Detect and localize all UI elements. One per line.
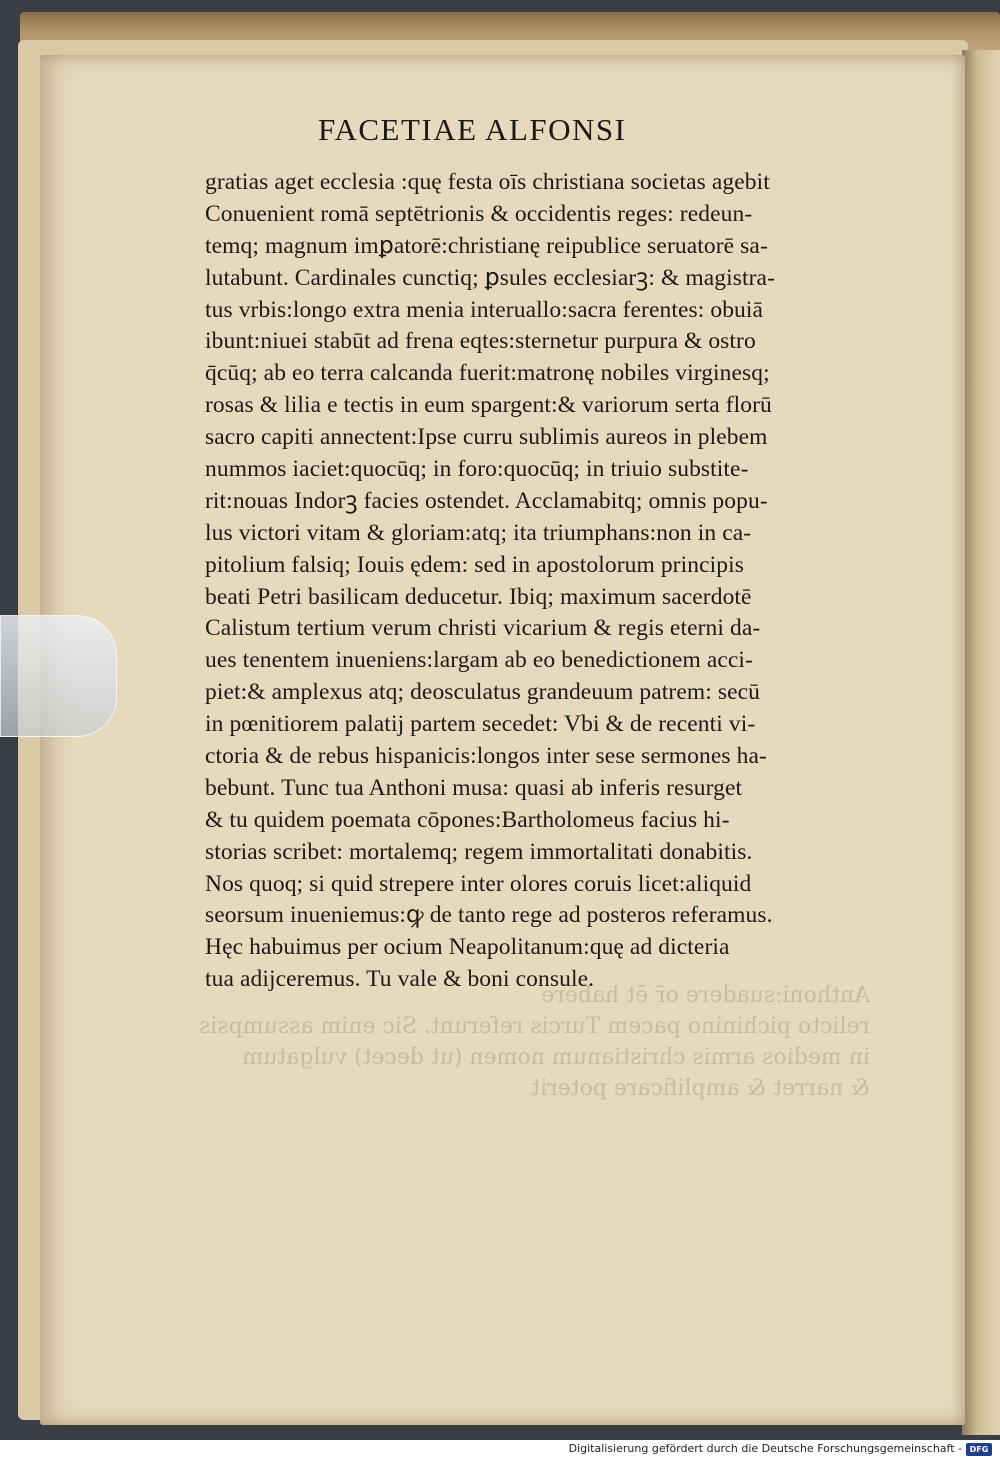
bleed-through-text: Anthoni:suadere or̄ ēt habere relicto pichinino pacem Turcis referunt. Sic enim assumpsis in medios armis christianum nomen (ut decet) vulgatum & narret & amplificare poterit	[199, 983, 870, 1101]
text-line: lutabunt. Cardinales cunctiq; ꝑsules ecclesiarꝫ: & magistra-	[205, 264, 775, 291]
text-line: Calistum tertium verum christi vicarium & regis eterni da-	[205, 615, 761, 642]
text-line: rosas & lilia e tectis in eum spargent:& variorum serta florū	[205, 392, 772, 419]
text-line: & tu quidem poemata cōpones:Bartholomeus facius hi-	[205, 806, 730, 833]
text-line: tua adijceremus. Tu vale & boni consule.	[205, 966, 595, 993]
facing-page-edge	[962, 50, 1000, 1435]
text-line: sacro capiti annectent:Ipse curru sublimis aureos in plebem	[205, 424, 768, 451]
text-line: Hęc habuimus per ocium Neapolitanum:quę ad dicteria	[205, 934, 730, 961]
text-line: piet:& amplexus atq; deosculatus grandeuum patrem: secū	[205, 679, 760, 706]
text-line: rit:nouas Indorꝫ facies ostendet. Acclamabitq; omnis popu-	[205, 487, 768, 514]
text-line: q̄cūq; ab eo terra calcanda fuerit:matronę nobiles virginesq;	[205, 360, 770, 387]
text-line: tus vrbis:longo extra menia interuallo:sacra ferentes: obuiā	[205, 296, 764, 323]
text-line: nummos iaciet:quocūq; in foro:quocūq; in triuio substite-	[205, 456, 749, 483]
text-line: gratias aget ecclesia :quę festa oīs christiana societas agebit	[205, 169, 770, 195]
text-line: Nos quoq; si quid strepere inter olores coruis licet:aliquid	[205, 870, 752, 897]
running-head: FACETIAE ALFONSI	[318, 112, 627, 147]
text-line: bebunt. Tunc tua Anthoni musa: quasi ab inferis resurget	[205, 774, 743, 801]
text-line: temq; magnum imꝑatorē:christianę reipublice seruatorē sa-	[205, 232, 768, 259]
text-line: ues tenentem inueniens:largam ab eo benedictionem acci-	[205, 647, 753, 674]
funding-credit: Digitalisierung gefördert durch die Deutsche Forschungsgemeinschaft -	[568, 1442, 962, 1455]
text-line: ctoria & de rebus hispanicis:longos inter sese sermones ha-	[205, 743, 767, 770]
text-line: beati Petri basilicam deducetur. Ibiq; maximum sacerdotē	[205, 583, 752, 610]
text-line: ibunt:niuei stabūt ad frena eqtes:sternetur purpura & ostro	[205, 328, 756, 355]
text-line: pitolium falsiq; Iouis ędem: sed in apostolorum principis	[205, 551, 744, 578]
body-text	[205, 167, 855, 996]
text-line: lus victori vitam & gloriam:atq; ita triumphans:non in ca-	[205, 519, 752, 546]
dfg-logo-icon: DFG	[966, 1443, 992, 1456]
text-line: storias scribet: mortalemq; regem immortalitati donabitis.	[205, 838, 753, 865]
text-line: seorsum inueniemus:ꝙ de tanto rege ad posteros referamus.	[205, 902, 773, 929]
text-line: in pœnitiorem palatij partem secedet: Vbi & de recenti vi-	[205, 711, 756, 738]
text-line: Conuenient romā septētrionis & occidentis reges: redeun-	[205, 200, 753, 227]
footer-bar	[0, 1440, 1000, 1460]
page-clip	[0, 615, 117, 737]
